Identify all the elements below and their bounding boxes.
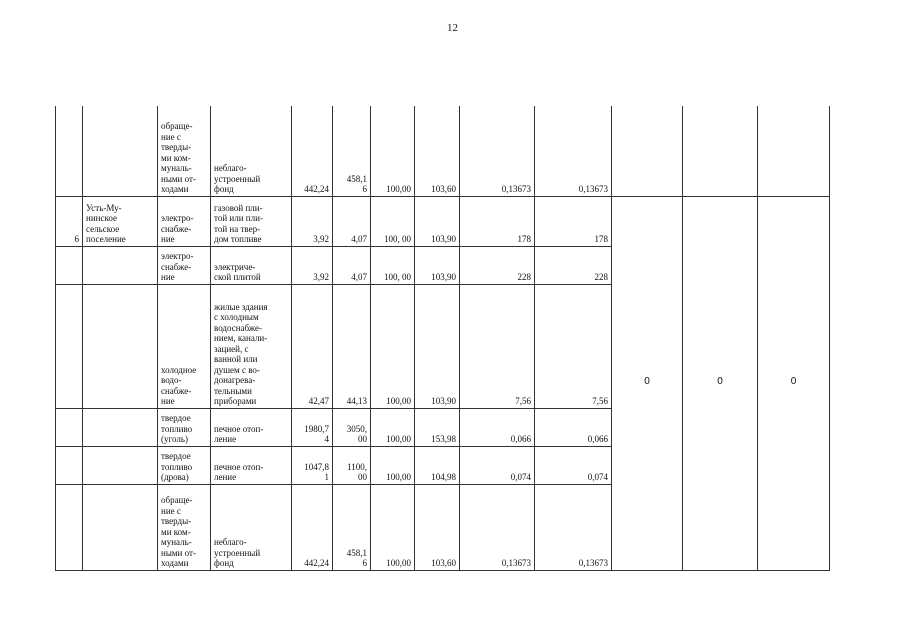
service-cell: обраще- ние с тверды- ми ком- муналь- ными от- ходами bbox=[158, 106, 211, 196]
merged-value-cell: 0 bbox=[612, 196, 683, 570]
category-cell: печное отоп- ление bbox=[211, 408, 292, 446]
table-row bbox=[56, 196, 830, 246]
value-cell: 458,1 6 bbox=[333, 484, 371, 570]
value-cell: 178 bbox=[535, 196, 612, 246]
service-cell: электро- снабже- ние bbox=[158, 196, 211, 246]
value-cell: 100,00 bbox=[371, 106, 415, 196]
value-cell: 228 bbox=[535, 246, 612, 284]
row-index bbox=[56, 284, 83, 408]
municipality-cell bbox=[83, 284, 158, 408]
value-cell: 103,60 bbox=[415, 106, 460, 196]
value-cell: 458,1 6 bbox=[333, 106, 371, 196]
value-cell: 3,92 bbox=[292, 246, 333, 284]
merged-value-cell bbox=[683, 106, 758, 196]
category-cell: жилые здания с холодным водоснабже- нием, канали- зацией, с ванной или душем с во- донагрева- тельными приборами bbox=[211, 284, 292, 408]
category-cell: неблаго- устроенный фонд bbox=[211, 484, 292, 570]
value-cell: 3050, 00 bbox=[333, 408, 371, 446]
value-cell: 7,56 bbox=[460, 284, 535, 408]
value-cell: 0,066 bbox=[535, 408, 612, 446]
value-cell: 0,074 bbox=[535, 446, 612, 484]
service-cell: твердое топливо (уголь) bbox=[158, 408, 211, 446]
merged-value-cell bbox=[612, 106, 683, 196]
row-index bbox=[56, 408, 83, 446]
value-cell: 104,98 bbox=[415, 446, 460, 484]
merged-value-cell bbox=[758, 106, 830, 196]
value-cell: 44,13 bbox=[333, 284, 371, 408]
value-cell: 0,13673 bbox=[535, 106, 612, 196]
value-cell: 103,60 bbox=[415, 484, 460, 570]
category-cell: электриче- ской плитой bbox=[211, 246, 292, 284]
value-cell: 1980,7 4 bbox=[292, 408, 333, 446]
value-cell: 0,066 bbox=[460, 408, 535, 446]
municipality-cell: Усть-Му- нинское сельское поселение bbox=[83, 196, 158, 246]
municipality-cell bbox=[83, 484, 158, 570]
municipality-cell bbox=[83, 446, 158, 484]
value-cell: 100,00 bbox=[371, 284, 415, 408]
value-cell: 100,00 bbox=[371, 484, 415, 570]
value-cell: 442,24 bbox=[292, 106, 333, 196]
value-cell: 100, 00 bbox=[371, 196, 415, 246]
page-number: 12 bbox=[447, 22, 458, 34]
category-cell: неблаго- устроенный фонд bbox=[211, 106, 292, 196]
value-cell: 0,13673 bbox=[460, 484, 535, 570]
value-cell: 100,00 bbox=[371, 446, 415, 484]
service-cell: обраще- ние с тверды- ми ком- муналь- ными от- ходами bbox=[158, 484, 211, 570]
table-body bbox=[56, 106, 830, 570]
value-cell: 103,90 bbox=[415, 284, 460, 408]
value-cell: 1100, 00 bbox=[333, 446, 371, 484]
service-cell: твердое топливо (дрова) bbox=[158, 446, 211, 484]
value-cell: 0,074 bbox=[460, 446, 535, 484]
row-index bbox=[56, 246, 83, 284]
value-cell: 100,00 bbox=[371, 408, 415, 446]
value-cell: 100, 00 bbox=[371, 246, 415, 284]
service-cell: холодное водо- снабже- ние bbox=[158, 284, 211, 408]
value-cell: 178 bbox=[460, 196, 535, 246]
municipality-cell bbox=[83, 106, 158, 196]
value-cell: 1047,8 1 bbox=[292, 446, 333, 484]
value-cell: 103,90 bbox=[415, 246, 460, 284]
value-cell: 0,13673 bbox=[535, 484, 612, 570]
municipality-cell bbox=[83, 246, 158, 284]
value-cell: 103,90 bbox=[415, 196, 460, 246]
value-cell: 42,47 bbox=[292, 284, 333, 408]
value-cell: 7,56 bbox=[535, 284, 612, 408]
row-index bbox=[56, 484, 83, 570]
value-cell: 442,24 bbox=[292, 484, 333, 570]
value-cell: 153,98 bbox=[415, 408, 460, 446]
value-cell: 0,13673 bbox=[460, 106, 535, 196]
merged-value-cell: 0 bbox=[683, 196, 758, 570]
service-cell: электро- снабже- ние bbox=[158, 246, 211, 284]
row-index bbox=[56, 106, 83, 196]
category-cell: печное отоп- ление bbox=[211, 446, 292, 484]
value-cell: 4,07 bbox=[333, 196, 371, 246]
value-cell: 228 bbox=[460, 246, 535, 284]
tariff-table bbox=[55, 106, 830, 571]
value-cell: 4,07 bbox=[333, 246, 371, 284]
category-cell: газовой пли- той или пли- той на твер- дом топливе bbox=[211, 196, 292, 246]
table-row bbox=[56, 106, 830, 196]
row-index: 6 bbox=[56, 196, 83, 246]
municipality-cell bbox=[83, 408, 158, 446]
value-cell: 3,92 bbox=[292, 196, 333, 246]
merged-value-cell: 0 bbox=[758, 196, 830, 570]
row-index bbox=[56, 446, 83, 484]
